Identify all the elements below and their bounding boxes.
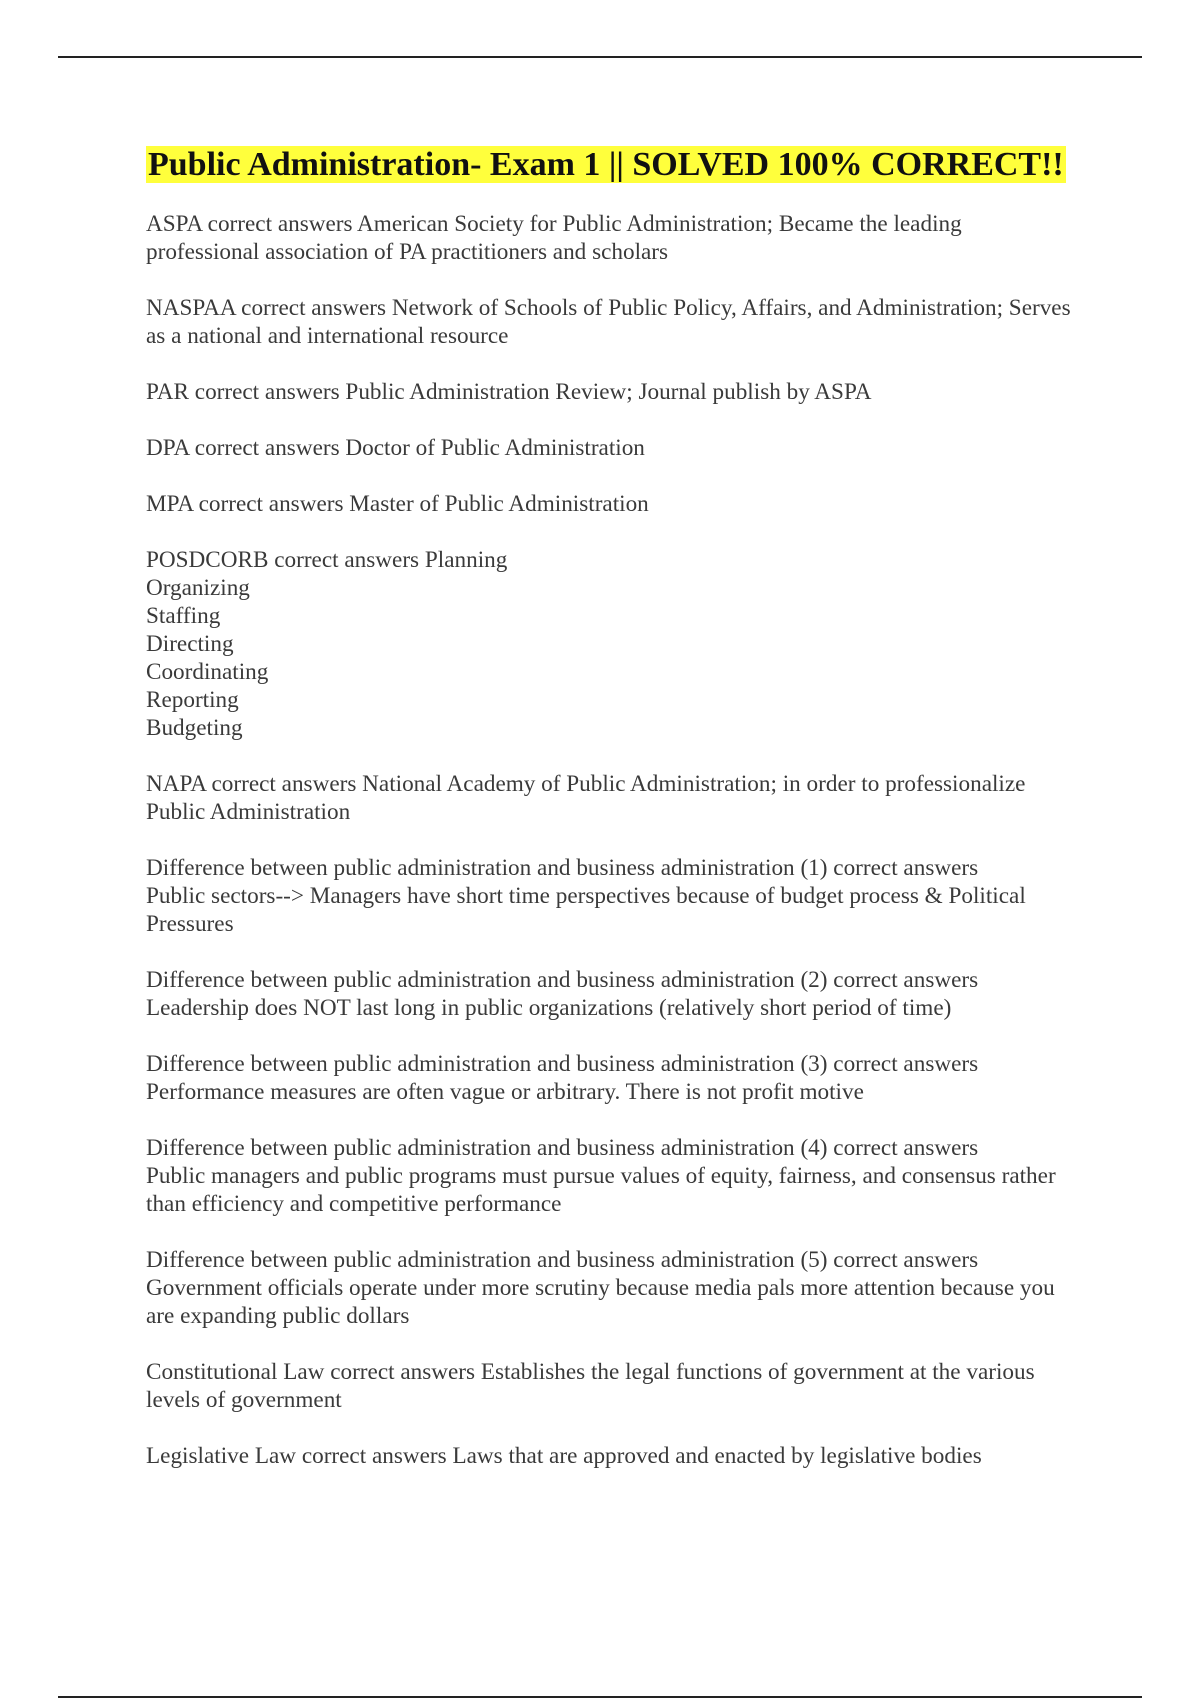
entry-answer: Doctor of Public Administration (345, 435, 645, 461)
entry-term: Legislative Law correct answers (146, 1443, 447, 1469)
flashcard-entry (146, 378, 1076, 406)
flashcard-entry (146, 1246, 1076, 1330)
entry-term: POSDCORB correct answers (146, 547, 420, 573)
flashcard-entry (146, 854, 1076, 938)
entry-answer: Performance measures are often vague or arbitrary. There is not profit motive (146, 1079, 864, 1105)
entry-answer: Planning Organizing Staffing Directing Coordinating Reporting Budgeting (146, 547, 508, 741)
entry-answer: Public sectors--> Managers have short time perspectives because of budget process & Political Pressures (146, 883, 1026, 937)
flashcard-entry (146, 294, 1076, 350)
entry-term: MPA correct answers (146, 491, 344, 517)
flashcard-entry (146, 210, 1076, 266)
entry-answer: National Academy of Public Administration; in order to professionalize Public Administration (146, 771, 1026, 825)
entry-answer: Public Administration Review; Journal publish by ASPA (345, 379, 872, 405)
entry-term: PAR correct answers (146, 379, 340, 405)
entry-term: Difference between public administration and business administration (3) correct answers (146, 1051, 979, 1077)
entry-term: NAPA correct answers (146, 771, 357, 797)
flashcard-entry (146, 1050, 1076, 1106)
entry-answer: Master of Public Administration (349, 491, 649, 517)
entry-term: ASPA correct answers (146, 211, 353, 237)
entry-answer: American Society for Public Administration; Became the leading professional association of PA practitioners and scholars (146, 211, 962, 265)
entry-term: Difference between public administration and business administration (1) correct answers (146, 855, 979, 881)
entry-term: NASPAA correct answers (146, 295, 387, 321)
flashcard-entry (146, 490, 1076, 518)
flashcard-entry (146, 1358, 1076, 1414)
entry-answer: Establishes the legal functions of government at the various levels of government (146, 1359, 1035, 1413)
flashcard-entry (146, 434, 1076, 462)
document-title (146, 144, 1076, 186)
flashcard-entry (146, 1134, 1076, 1218)
entry-term: Constitutional Law correct answers (146, 1359, 476, 1385)
flashcard-entry (146, 1442, 1076, 1470)
document-body (146, 144, 1076, 1498)
entry-answer: Network of Schools of Public Policy, Affairs, and Administration; Serves as a national and international resource (146, 295, 1071, 349)
flashcard-entry (146, 546, 1076, 742)
entry-answer: Public managers and public programs must pursue values of equity, fairness, and consensus rather than efficiency and competitive performance (146, 1163, 1056, 1217)
entry-answer: Laws that are approved and enacted by legislative bodies (452, 1443, 982, 1469)
header-rule (58, 56, 1142, 58)
entry-answer: Leadership does NOT last long in public organizations (relatively short period of time) (146, 995, 952, 1021)
footer-rule (58, 1696, 1142, 1698)
entry-term: Difference between public administration and business administration (2) correct answers (146, 967, 979, 993)
entry-term: Difference between public administration and business administration (4) correct answers (146, 1135, 979, 1161)
title-highlight: Public Administration- Exam 1 || SOLVED 100% CORRECT!! (148, 146, 1064, 183)
entry-answer: Government officials operate under more scrutiny because media pals more attention because you are expanding public dollars (146, 1275, 1055, 1329)
flashcard-entry (146, 966, 1076, 1022)
flashcard-list (146, 210, 1076, 1470)
entry-term: Difference between public administration and business administration (5) correct answers (146, 1247, 979, 1273)
flashcard-entry (146, 770, 1076, 826)
entry-term: DPA correct answers (146, 435, 340, 461)
